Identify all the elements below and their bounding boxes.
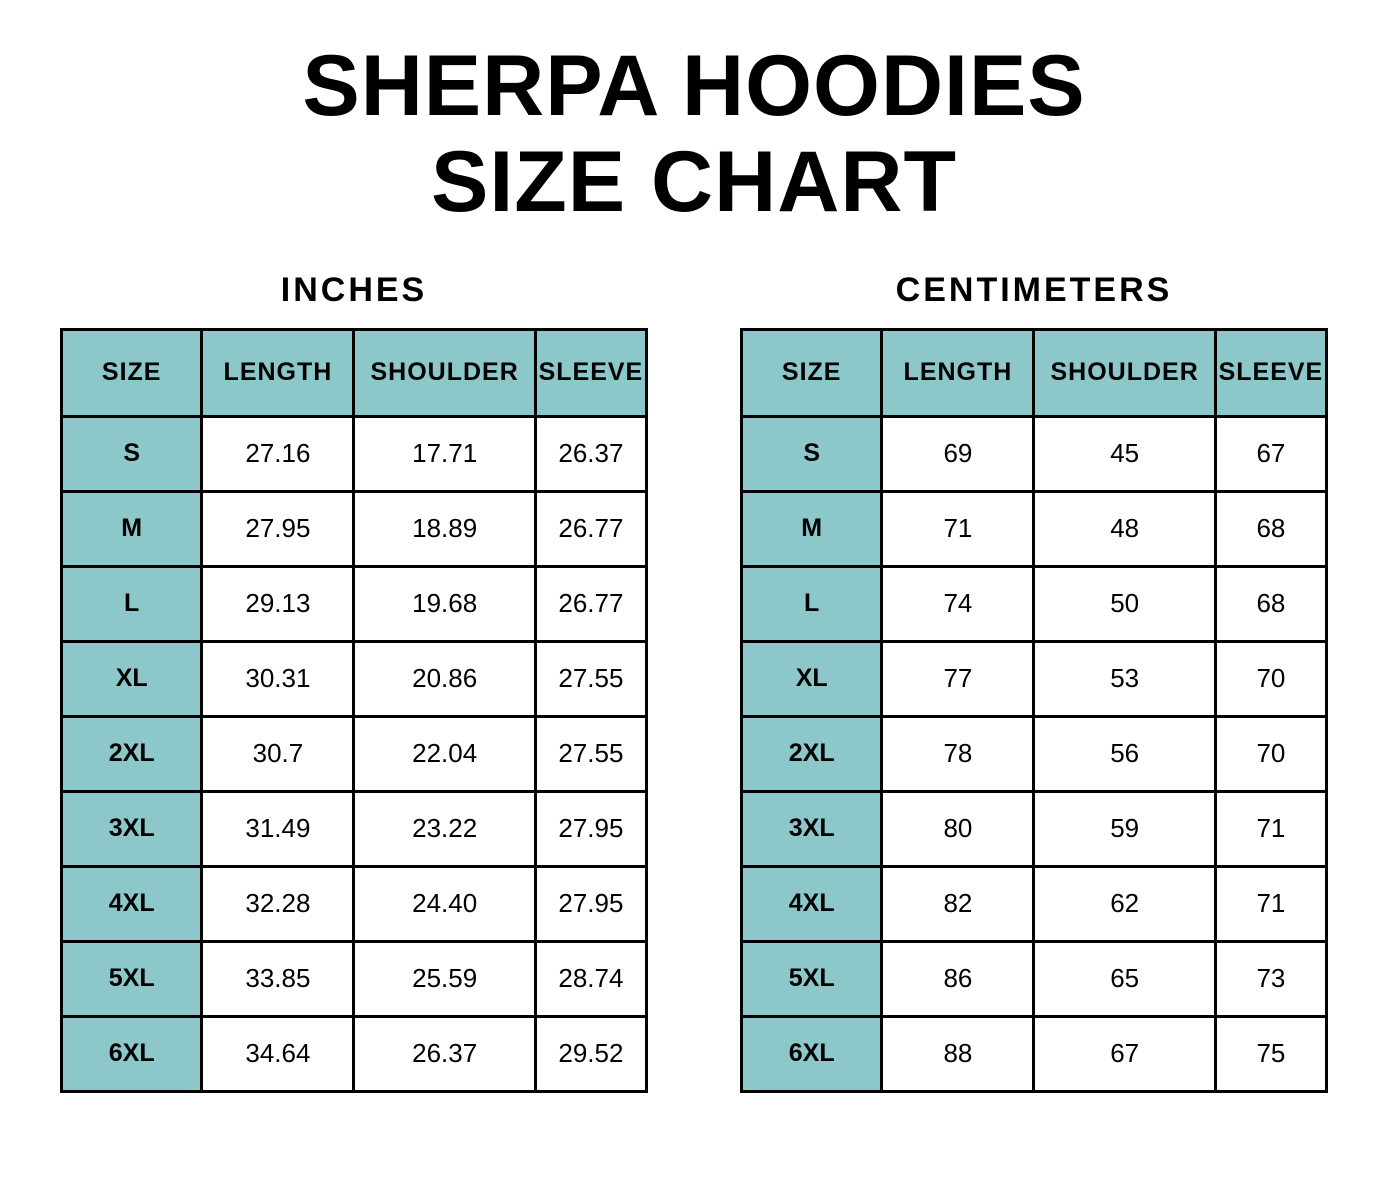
column-header-shoulder: SHOULDER bbox=[354, 329, 535, 416]
table-row bbox=[62, 641, 647, 716]
cell-length: 27.16 bbox=[202, 416, 354, 491]
cell-shoulder: 62 bbox=[1034, 866, 1215, 941]
cell-length: 32.28 bbox=[202, 866, 354, 941]
table-row bbox=[742, 566, 1327, 641]
cell-length: 33.85 bbox=[202, 941, 354, 1016]
cell-length: 30.7 bbox=[202, 716, 354, 791]
cell-length: 80 bbox=[882, 791, 1034, 866]
column-header-length: LENGTH bbox=[202, 329, 354, 416]
cell-size: 4XL bbox=[742, 866, 882, 941]
column-header-sleeve: SLEEVE bbox=[535, 329, 646, 416]
cell-length: 29.13 bbox=[202, 566, 354, 641]
table-row bbox=[742, 791, 1327, 866]
inches-size-table bbox=[60, 328, 648, 1093]
cell-size: 5XL bbox=[62, 941, 202, 1016]
cell-sleeve: 68 bbox=[1215, 491, 1326, 566]
cell-length: 88 bbox=[882, 1016, 1034, 1091]
cell-shoulder: 18.89 bbox=[354, 491, 535, 566]
table-row bbox=[62, 866, 647, 941]
cell-sleeve: 27.95 bbox=[535, 791, 646, 866]
cell-sleeve: 26.77 bbox=[535, 566, 646, 641]
cell-size: 3XL bbox=[742, 791, 882, 866]
cell-sleeve: 26.77 bbox=[535, 491, 646, 566]
cell-sleeve: 29.52 bbox=[535, 1016, 646, 1091]
centimeters-unit-label: CENTIMETERS bbox=[895, 270, 1173, 309]
cell-size: S bbox=[742, 416, 882, 491]
cell-sleeve: 71 bbox=[1215, 866, 1326, 941]
table-row bbox=[62, 566, 647, 641]
cell-sleeve: 75 bbox=[1215, 1016, 1326, 1091]
inches-table-block bbox=[60, 271, 648, 1093]
tables-container bbox=[0, 271, 1388, 1093]
page-title bbox=[0, 0, 1388, 231]
cell-size: 2XL bbox=[62, 716, 202, 791]
cell-shoulder: 24.40 bbox=[354, 866, 535, 941]
cell-shoulder: 19.68 bbox=[354, 566, 535, 641]
table-row bbox=[62, 941, 647, 1016]
table-row bbox=[742, 641, 1327, 716]
cell-length: 82 bbox=[882, 866, 1034, 941]
cell-sleeve: 27.55 bbox=[535, 641, 646, 716]
cell-shoulder: 45 bbox=[1034, 416, 1215, 491]
cell-shoulder: 20.86 bbox=[354, 641, 535, 716]
table-header-row bbox=[62, 329, 647, 416]
column-header-sleeve: SLEEVE bbox=[1215, 329, 1326, 416]
cell-length: 78 bbox=[882, 716, 1034, 791]
cell-sleeve: 27.95 bbox=[535, 866, 646, 941]
cell-length: 74 bbox=[882, 566, 1034, 641]
column-header-size: SIZE bbox=[62, 329, 202, 416]
cell-shoulder: 48 bbox=[1034, 491, 1215, 566]
cell-size: 2XL bbox=[742, 716, 882, 791]
cell-length: 86 bbox=[882, 941, 1034, 1016]
cell-size: M bbox=[742, 491, 882, 566]
cell-size: 6XL bbox=[62, 1016, 202, 1091]
cell-length: 69 bbox=[882, 416, 1034, 491]
cell-shoulder: 17.71 bbox=[354, 416, 535, 491]
cell-shoulder: 59 bbox=[1034, 791, 1215, 866]
cell-length: 34.64 bbox=[202, 1016, 354, 1091]
inches-unit-label: INCHES bbox=[280, 270, 428, 309]
table-row bbox=[742, 941, 1327, 1016]
cell-length: 71 bbox=[882, 491, 1034, 566]
title-line-1: SHERPA HOODIES bbox=[302, 38, 1086, 134]
cell-shoulder: 56 bbox=[1034, 716, 1215, 791]
table-row bbox=[62, 791, 647, 866]
cell-size: 4XL bbox=[62, 866, 202, 941]
table-row bbox=[62, 1016, 647, 1091]
table-row bbox=[742, 416, 1327, 491]
cell-shoulder: 26.37 bbox=[354, 1016, 535, 1091]
column-header-length: LENGTH bbox=[882, 329, 1034, 416]
cell-size: S bbox=[62, 416, 202, 491]
cell-size: 3XL bbox=[62, 791, 202, 866]
cell-size: XL bbox=[742, 641, 882, 716]
cell-sleeve: 67 bbox=[1215, 416, 1326, 491]
table-row bbox=[62, 716, 647, 791]
cell-sleeve: 27.55 bbox=[535, 716, 646, 791]
cell-sleeve: 70 bbox=[1215, 641, 1326, 716]
cell-sleeve: 68 bbox=[1215, 566, 1326, 641]
table-row bbox=[742, 716, 1327, 791]
cell-shoulder: 53 bbox=[1034, 641, 1215, 716]
centimeters-table-block bbox=[740, 271, 1328, 1093]
title-line-2: SIZE CHART bbox=[431, 134, 957, 231]
cell-shoulder: 50 bbox=[1034, 566, 1215, 641]
cell-size: 6XL bbox=[742, 1016, 882, 1091]
cell-sleeve: 26.37 bbox=[535, 416, 646, 491]
table-row bbox=[62, 491, 647, 566]
table-row bbox=[742, 866, 1327, 941]
cell-sleeve: 73 bbox=[1215, 941, 1326, 1016]
cell-shoulder: 65 bbox=[1034, 941, 1215, 1016]
cell-length: 31.49 bbox=[202, 791, 354, 866]
table-header-row bbox=[742, 329, 1327, 416]
table-row bbox=[742, 1016, 1327, 1091]
cell-length: 77 bbox=[882, 641, 1034, 716]
column-header-shoulder: SHOULDER bbox=[1034, 329, 1215, 416]
cell-shoulder: 23.22 bbox=[354, 791, 535, 866]
centimeters-size-table bbox=[740, 328, 1328, 1093]
cell-length: 30.31 bbox=[202, 641, 354, 716]
cell-size: L bbox=[62, 566, 202, 641]
table-row bbox=[742, 491, 1327, 566]
cell-sleeve: 28.74 bbox=[535, 941, 646, 1016]
column-header-size: SIZE bbox=[742, 329, 882, 416]
cell-shoulder: 67 bbox=[1034, 1016, 1215, 1091]
cell-sleeve: 70 bbox=[1215, 716, 1326, 791]
cell-size: M bbox=[62, 491, 202, 566]
cell-sleeve: 71 bbox=[1215, 791, 1326, 866]
table-row bbox=[62, 416, 647, 491]
cell-size: XL bbox=[62, 641, 202, 716]
cell-length: 27.95 bbox=[202, 491, 354, 566]
cell-shoulder: 25.59 bbox=[354, 941, 535, 1016]
cell-size: 5XL bbox=[742, 941, 882, 1016]
cell-size: L bbox=[742, 566, 882, 641]
cell-shoulder: 22.04 bbox=[354, 716, 535, 791]
